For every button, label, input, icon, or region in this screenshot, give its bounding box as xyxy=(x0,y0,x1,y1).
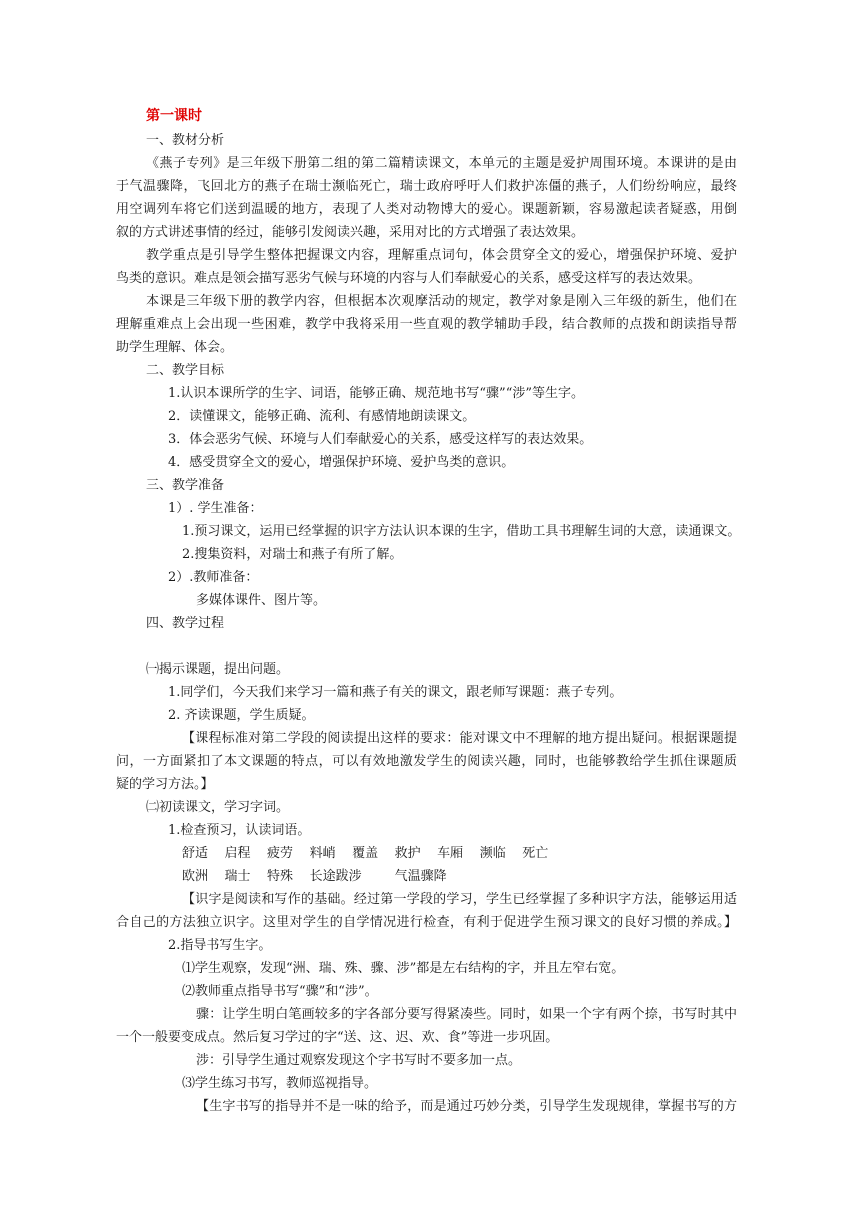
prep-subitem: 1.预习课文，运用已经掌握的识字方法认识本课的生字，借助工具书理解生词的大意，读通课文。 xyxy=(182,524,741,539)
paragraph-line: 教学重点是引导学生整体把握课文内容，理解重点词句，体会贯穿全文的爱心，增强保护环境、爱护 xyxy=(146,248,737,263)
paragraph-line: 理解重难点上会出现一些困难，教学中我将采用一些直观的教学辅助手段，结合教师的点拨和朗读指导帮 xyxy=(116,317,737,332)
vocabulary-row: 欧洲 瑞士 特殊 长途跋涉 气温骤降 xyxy=(182,869,447,884)
paragraph-line: 叙的方式讲述事情的经过，能够引发阅读兴趣，采用对比的方式增强了表达效果。 xyxy=(116,225,585,240)
writing-detail-line: 骤：让学生明白笔画较多的字各部分要写得紧凑些。同时，如果一个字有两个捺，书写时其中 xyxy=(196,1007,737,1022)
writing-point: ⑶学生练习书写，教师巡视指导。 xyxy=(182,1076,378,1091)
prep-subitem: 2.搜集资料，对瑞士和燕子有所了解。 xyxy=(182,547,403,562)
teaching-note-line: 【课程标准对第二学段的阅读提出这样的要求：能对课文中不理解的地方提出疑问。根据课题提 xyxy=(182,731,737,746)
writing-detail-line: 涉：引导学生通过观察发现这个字书写时不要多加一点。 xyxy=(196,1053,522,1068)
goal-item: 3．体会恶劣气候、环境与人们奉献爱心的关系，感受这样写的表达效果。 xyxy=(168,432,593,447)
goal-item: 4．感受贯穿全文的爱心，增强保护环境、爱护鸟类的意识。 xyxy=(168,455,515,470)
section-heading-1: 一、教材分析 xyxy=(146,133,225,148)
teaching-note-line: 合自己的方法独立识字。这里对学生的自学情况进行检查，有利于促进学生预习课文的良好习惯的养成。】 xyxy=(116,915,737,930)
process-substep: 1.检查预习，认读词语。 xyxy=(168,823,311,838)
writing-point: ⑵教师重点指导书写“骤”和“涉”。 xyxy=(182,984,378,999)
teaching-note-line: 【识字是阅读和写作的基础。经过第一学段的学习，学生已经掌握了多种识字方法，能够运用适 xyxy=(182,892,737,907)
paragraph-line: 本课是三年级下册的教学内容，但根据本次观摩活动的规定，教学对象是刚入三年级的新生，他们在 xyxy=(146,294,737,309)
teaching-note-line: 疑的学习方法。】 xyxy=(116,777,214,792)
goal-item: 1.认识本课所学的生字、词语，能够正确、规范地书写“骤”“涉”等生字。 xyxy=(168,386,584,401)
paragraph-line: 用空调列车将它们送到温暖的地方，表现了人类对动物博大的爱心。课题新颖，容易激起读者疑惑，用倒 xyxy=(116,202,737,217)
lesson-title: 第一课时 xyxy=(146,108,202,124)
section-heading-2: 二、教学目标 xyxy=(146,363,225,378)
paragraph-line: 鸟类的意识。难点是领会描写恶劣气候与环境的内容与人们奉献爱心的关系，感受这样写的表达效果。 xyxy=(116,271,702,286)
process-substep: 2. 齐读课题，学生质疑。 xyxy=(168,708,315,723)
vocabulary-row: 舒适 启程 疲劳 料峭 覆盖 救护 车厢 濒临 死亡 xyxy=(182,846,549,861)
teaching-note-line: 问，一方面紧扣了本文课题的特点，可以有效地激发学生的阅读兴趣，同时，也能够教给学生抓住课题质 xyxy=(116,754,737,769)
section-heading-3: 三、教学准备 xyxy=(146,478,225,493)
process-step: ㈠揭示课题，提出问题。 xyxy=(146,662,290,677)
prep-item: 1）. 学生准备： xyxy=(168,501,263,516)
paragraph-line: 《燕子专列》是三年级下册第二组的第二篇精读课文，本单元的主题是爱护周围环境。本课讲的是由 xyxy=(146,156,737,171)
process-substep: 2.指导书写生字。 xyxy=(168,938,272,953)
goal-item: 2．读懂课文，能够正确、流利、有感情地朗读课文。 xyxy=(168,409,476,424)
writing-detail-line: 一个一般要变成点。然后复习学过的字“送、这、迟、欢、食”等进一步巩固。 xyxy=(116,1030,559,1045)
section-heading-4: 四、教学过程 xyxy=(146,616,225,631)
writing-point: ⑴学生观察，发现“洲、瑞、殊、骤、涉”都是左右结构的字，并且左窄右宽。 xyxy=(182,961,625,976)
process-step: ㈡初读课文，学习字词。 xyxy=(146,800,290,815)
teaching-note-line: 【生字书写的指导并不是一味的给予，而是通过巧妙分类，引导学生发现规律，掌握书写的方 xyxy=(196,1099,737,1114)
paragraph-line: 于气温骤降，飞回北方的燕子在瑞士濒临死亡，瑞士政府呼吁人们救护冻僵的燕子，人们纷纷响应，最终 xyxy=(116,179,737,194)
prep-subitem: 多媒体课件、图片等。 xyxy=(196,593,327,608)
prep-item: 2）.教师准备： xyxy=(168,570,259,585)
process-substep: 1.同学们，今天我们来学习一篇和燕子有关的课文，跟老师写课题：燕子专列。 xyxy=(168,685,623,700)
paragraph-line: 助学生理解、体会。 xyxy=(116,340,234,355)
